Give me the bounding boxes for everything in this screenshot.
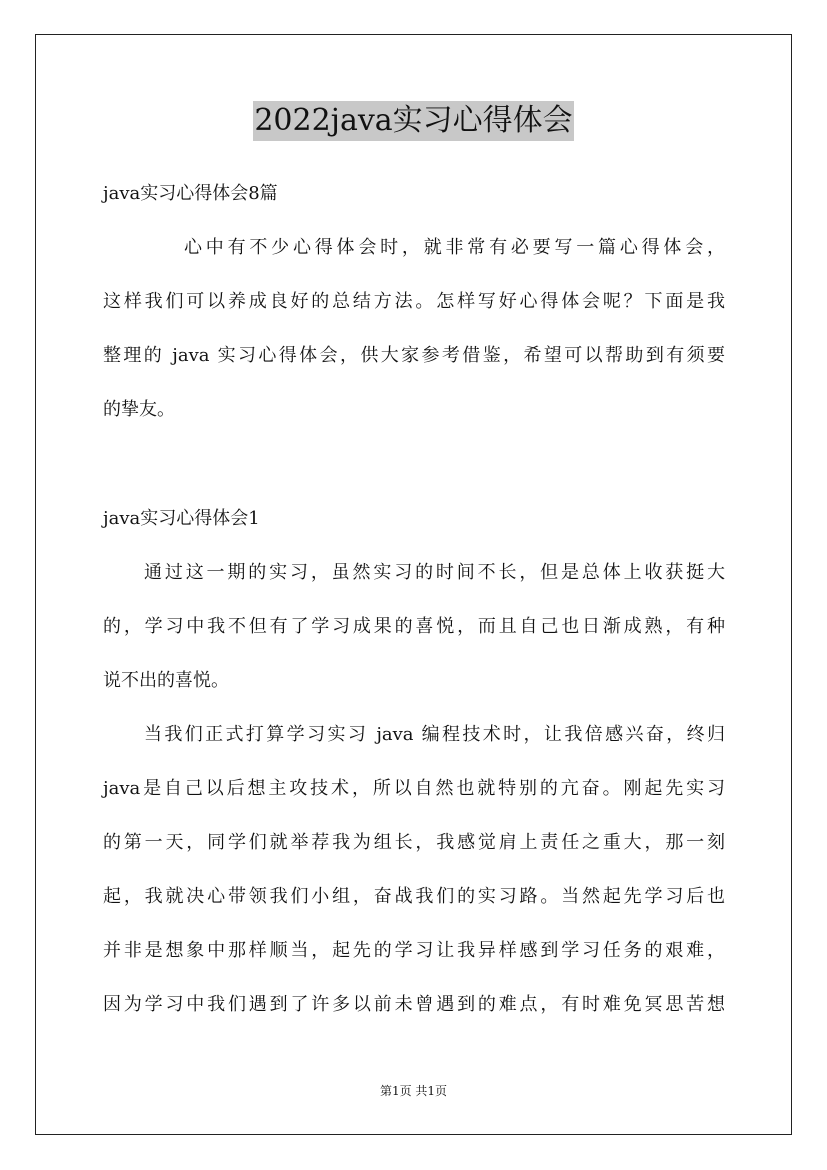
document-subtitle: java实习心得体会8篇 — [103, 183, 278, 204]
page-footer: 第1页 共1页 — [379, 1084, 448, 1098]
para2-line-6: 因为学习中我们遇到了许多以前未曾遇到的难点，有时难免冥思苦想 — [103, 994, 725, 1015]
document-title: 2022java实习心得体会 — [253, 101, 573, 141]
para2-line-4: 起，我就决心带领我们小组，奋战我们的实习路。当然起先学习后也 — [103, 886, 725, 907]
section1-heading: java实习心得体会1 — [103, 508, 260, 529]
para2-line-3: 的第一天，同学们就举荐我为组长，我感觉肩上责任之重大，那一刻 — [103, 832, 725, 853]
intro-line-1: 心中有不少心得体会时，就非常有必要写一篇心得体会， — [184, 237, 725, 258]
intro-line-3: 整理的 java 实习心得体会，供大家参考借鉴，希望可以帮助到有须要 — [103, 345, 725, 366]
document-title-container — [0, 101, 827, 141]
para1-line-3: 说不出的喜悦。 — [103, 670, 229, 691]
para2-line-2: java是自己以后想主攻技术，所以自然也就特别的亢奋。刚起先实习 — [103, 778, 725, 799]
para1-line-1: 通过这一期的实习，虽然实习的时间不长，但是总体上收获挺大 — [144, 562, 725, 583]
intro-line-4: 的挚友。 — [103, 399, 175, 420]
intro-line-2: 这样我们可以养成良好的总结方法。怎样写好心得体会呢？下面是我 — [103, 291, 725, 312]
para2-line-5: 并非是想象中那样顺当，起先的学习让我异样感到学习任务的艰难， — [103, 940, 725, 961]
para2-line-1: 当我们正式打算学习实习 java 编程技术时，让我倍感兴奋，终归 — [144, 724, 725, 745]
para1-line-2: 的，学习中我不但有了学习成果的喜悦，而且自己也日渐成熟，有种 — [103, 616, 725, 637]
